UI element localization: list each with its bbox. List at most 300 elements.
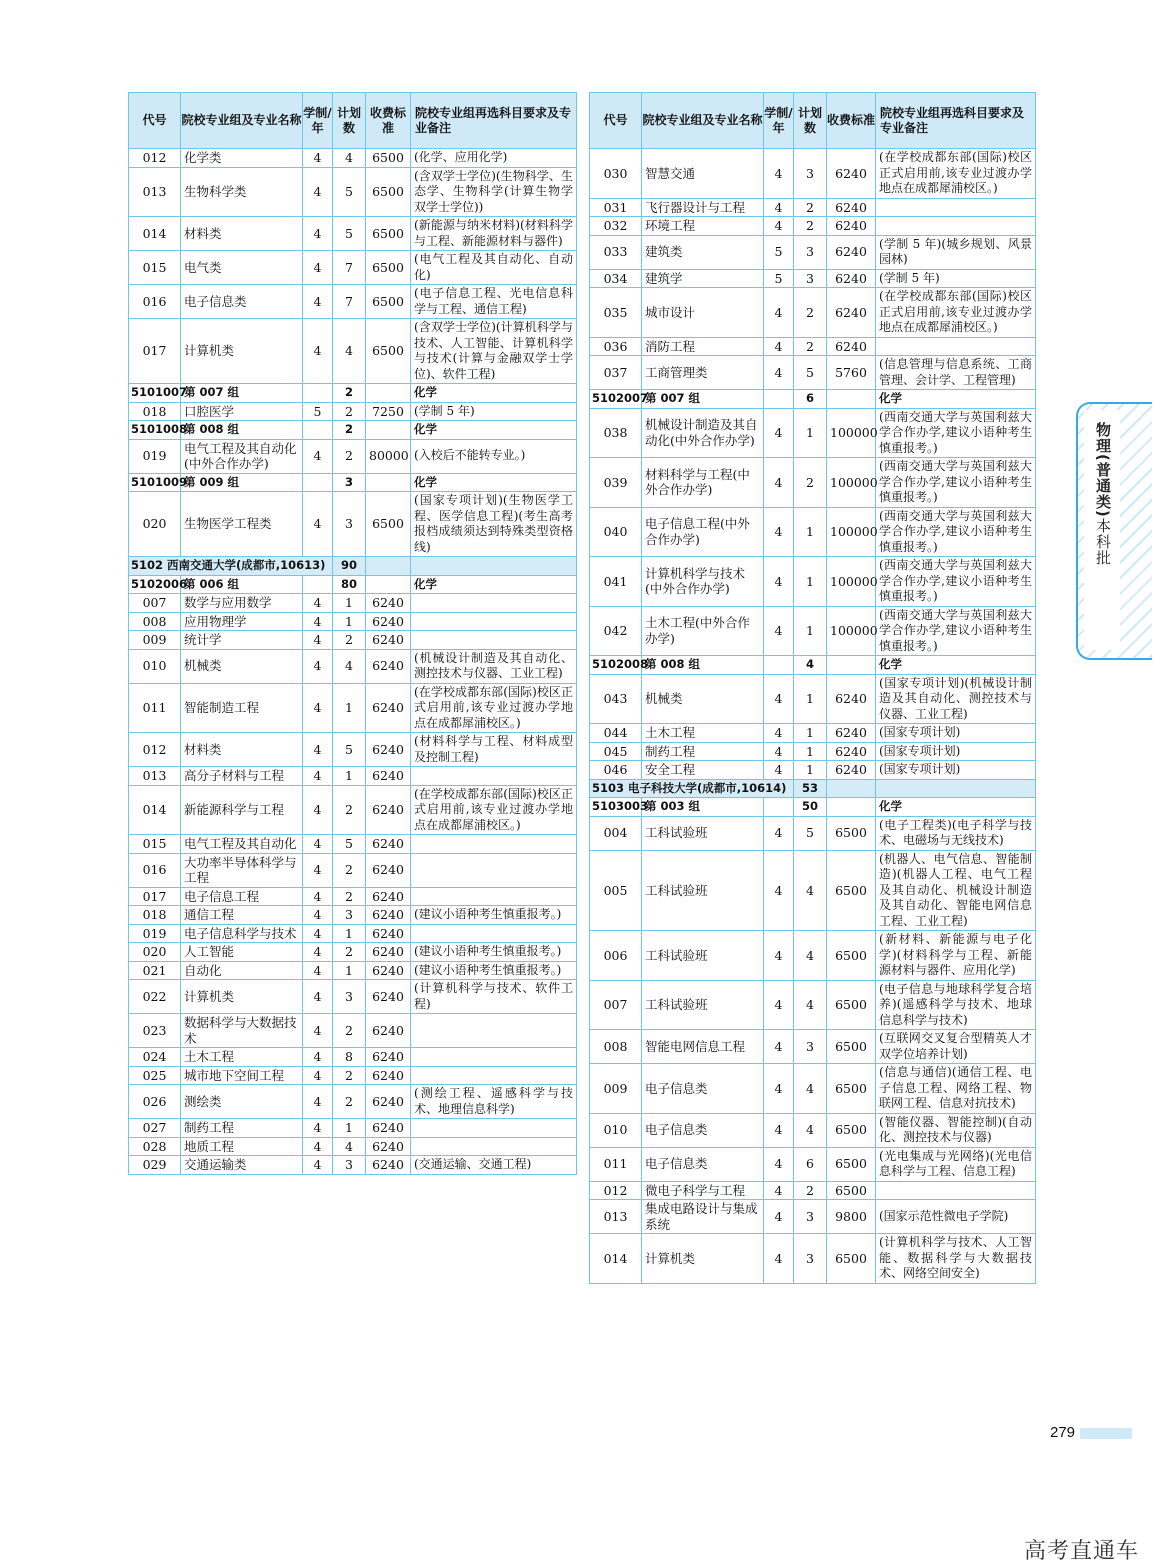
table-row xyxy=(129,906,577,925)
plan-count-cell: 1 xyxy=(794,742,827,761)
table-row xyxy=(129,594,577,613)
remark-cell: (含双学士学位)(生物科学、生态学、生物科学(计算生物学双学士学位)) xyxy=(411,167,577,217)
table-row xyxy=(129,853,577,887)
plan-count-cell: 2 xyxy=(333,1014,366,1048)
remark-cell: 化学 xyxy=(411,421,577,440)
major-name-cell: 电气工程及其自动化(中外合作办学) xyxy=(181,439,303,473)
remark-cell: (国家专项计划)(生物医学工程、医学信息工程)(考生高考报档成绩须达到特殊类型资格线) xyxy=(411,492,577,557)
fee-cell: 6500 xyxy=(827,931,876,981)
plan-count-cell: 1 xyxy=(333,1119,366,1138)
remark-cell: (国家专项计划) xyxy=(876,761,1036,780)
years-cell: 4 xyxy=(764,458,794,508)
remark-cell: (学制 5 年)(城乡规划、风景园林) xyxy=(876,235,1036,269)
code-cell: 018 xyxy=(129,402,181,421)
table-row xyxy=(129,980,577,1014)
plan-count-cell: 3 xyxy=(794,1234,827,1284)
remark-cell: (学制 5 年) xyxy=(411,402,577,421)
code-cell: 5102006 xyxy=(129,575,181,594)
table-row xyxy=(590,1030,1036,1064)
code-cell: 026 xyxy=(129,1085,181,1119)
code-cell: 023 xyxy=(129,1014,181,1048)
fee-cell: 6500 xyxy=(827,850,876,931)
code-cell: 034 xyxy=(590,269,642,288)
years-cell: 4 xyxy=(764,606,794,656)
remark-cell: 化学 xyxy=(411,384,577,403)
plan-count-cell: 1 xyxy=(794,557,827,607)
major-name-cell: 高分子材料与工程 xyxy=(181,767,303,786)
major-name-cell: 计算机类 xyxy=(181,980,303,1014)
plan-count-cell: 3 xyxy=(794,1200,827,1234)
code-cell: 013 xyxy=(590,1200,642,1234)
major-name-cell: 机械类 xyxy=(181,649,303,683)
plan-count-cell: 3 xyxy=(333,492,366,557)
table-row xyxy=(129,835,577,854)
fee-cell: 6240 xyxy=(366,1137,411,1156)
code-cell: 041 xyxy=(590,557,642,607)
years-cell: 4 xyxy=(303,767,333,786)
major-name-cell: 工科试验班 xyxy=(642,931,764,981)
group-row xyxy=(129,575,577,594)
remark-cell: (信息管理与信息系统、工商管理、会计学、工程管理) xyxy=(876,356,1036,390)
major-name-cell: 化学类 xyxy=(181,149,303,168)
table-row xyxy=(590,198,1036,217)
page-number: 279 xyxy=(1050,1424,1076,1441)
years-cell: 4 xyxy=(303,439,333,473)
plan-count-cell: 7 xyxy=(333,251,366,285)
major-name-cell: 第 009 组 xyxy=(181,473,303,492)
group-row xyxy=(590,390,1036,409)
remark-cell xyxy=(876,337,1036,356)
remark-cell: (机器人、电气信息、智能制造)(机器人工程、电气工程及其自动化、机械设计制造及其自动化、智能电网信息工程、工业工程) xyxy=(876,850,1036,931)
years-cell xyxy=(303,421,333,440)
major-name-cell: 第 003 组 xyxy=(642,798,764,817)
plan-count-cell: 1 xyxy=(794,674,827,724)
table-row xyxy=(129,887,577,906)
years-cell: 4 xyxy=(303,492,333,557)
table-row xyxy=(590,850,1036,931)
table-row xyxy=(129,683,577,733)
major-name-cell: 智能电网信息工程 xyxy=(642,1030,764,1064)
table-row xyxy=(129,402,577,421)
plan-count-cell: 3 xyxy=(794,235,827,269)
code-cell: 008 xyxy=(590,1030,642,1064)
major-name-cell: 生物医学工程类 xyxy=(181,492,303,557)
fee-cell: 6240 xyxy=(366,1156,411,1175)
years-cell: 4 xyxy=(764,1147,794,1181)
major-name-cell: 城市设计 xyxy=(642,288,764,338)
years-cell: 4 xyxy=(303,631,333,650)
header-remark: 院校专业组再选科目要求及专业备注 xyxy=(411,93,577,149)
remark-cell: (入校后不能转专业。) xyxy=(411,439,577,473)
years-cell: 5 xyxy=(764,235,794,269)
major-name-cell: 城市地下空间工程 xyxy=(181,1066,303,1085)
years-cell: 4 xyxy=(764,724,794,743)
table-row xyxy=(129,285,577,319)
plan-count-cell: 3 xyxy=(333,906,366,925)
major-name-cell: 通信工程 xyxy=(181,906,303,925)
table-row xyxy=(590,1181,1036,1200)
code-cell: 029 xyxy=(129,1156,181,1175)
fee-cell xyxy=(366,473,411,492)
years-cell: 4 xyxy=(764,288,794,338)
plan-count-cell: 1 xyxy=(794,724,827,743)
table-row xyxy=(129,785,577,835)
fee-cell xyxy=(827,779,876,798)
code-cell: 030 xyxy=(590,149,642,199)
header-code: 代号 xyxy=(590,93,642,149)
remark-cell: (在学校成都东部(国际)校区正式启用前,该专业过渡办学地点在成都犀浦校区。) xyxy=(876,149,1036,199)
plan-count-cell: 7 xyxy=(333,285,366,319)
code-cell: 020 xyxy=(129,943,181,962)
years-cell: 4 xyxy=(764,816,794,850)
remark-cell xyxy=(411,631,577,650)
code-cell: 010 xyxy=(590,1113,642,1147)
group-row xyxy=(590,798,1036,817)
table-row xyxy=(590,1200,1036,1234)
major-name-cell: 建筑类 xyxy=(642,235,764,269)
fee-cell: 6500 xyxy=(827,1113,876,1147)
major-name-cell: 材料科学与工程(中外合作办学) xyxy=(642,458,764,508)
fee-cell: 6240 xyxy=(366,594,411,613)
code-cell: 042 xyxy=(590,606,642,656)
code-cell: 009 xyxy=(129,631,181,650)
code-cell: 032 xyxy=(590,217,642,236)
years-cell: 4 xyxy=(303,943,333,962)
fee-cell: 6500 xyxy=(366,149,411,168)
plan-count-cell: 1 xyxy=(333,683,366,733)
plan-count-cell: 2 xyxy=(794,217,827,236)
table-row xyxy=(129,924,577,943)
code-cell: 010 xyxy=(129,649,181,683)
major-name-cell: 数据科学与大数据技术 xyxy=(181,1014,303,1048)
major-name-cell: 第 007 组 xyxy=(642,390,764,409)
table-row xyxy=(129,1048,577,1067)
years-cell: 4 xyxy=(764,356,794,390)
years-cell: 4 xyxy=(764,1181,794,1200)
table-row xyxy=(129,1085,577,1119)
table-row xyxy=(129,1156,577,1175)
years-cell: 4 xyxy=(303,887,333,906)
fee-cell: 6500 xyxy=(827,1234,876,1284)
plan-count-cell: 80 xyxy=(333,575,366,594)
table-row xyxy=(129,1119,577,1138)
header-fee: 收费标准 xyxy=(827,93,876,149)
table-row xyxy=(129,961,577,980)
years-cell: 4 xyxy=(303,853,333,887)
table-row xyxy=(590,1113,1036,1147)
group-row xyxy=(129,421,577,440)
plan-count-cell: 3 xyxy=(794,1030,827,1064)
major-name-cell: 消防工程 xyxy=(642,337,764,356)
code-cell: 5101009 xyxy=(129,473,181,492)
years-cell: 4 xyxy=(764,1064,794,1114)
remark-cell: (西南交通大学与英国利兹大学合作办学,建议小语种考生慎重报考。) xyxy=(876,458,1036,508)
major-name-cell: 电子信息类 xyxy=(642,1147,764,1181)
remark-cell xyxy=(411,1137,577,1156)
fee-cell: 6240 xyxy=(366,906,411,925)
years-cell: 4 xyxy=(303,649,333,683)
plan-count-cell: 2 xyxy=(333,421,366,440)
plan-count-cell: 1 xyxy=(794,761,827,780)
remark-cell xyxy=(876,1181,1036,1200)
table-row xyxy=(590,931,1036,981)
major-name-cell: 电子信息工程 xyxy=(181,887,303,906)
major-name-cell: 机械设计制造及其自动化(中外合作办学) xyxy=(642,408,764,458)
remark-cell xyxy=(411,1048,577,1067)
remark-cell: (在学校成都东部(国际)校区正式启用前,该专业过渡办学地点在成都犀浦校区。) xyxy=(876,288,1036,338)
code-cell: 043 xyxy=(590,674,642,724)
code-cell: 022 xyxy=(129,980,181,1014)
fee-cell: 6500 xyxy=(827,980,876,1030)
fee-cell: 6240 xyxy=(366,1066,411,1085)
fee-cell: 6240 xyxy=(827,269,876,288)
fee-cell: 6500 xyxy=(366,167,411,217)
remark-cell: (交通运输、交通工程) xyxy=(411,1156,577,1175)
years-cell: 4 xyxy=(303,167,333,217)
code-cell: 024 xyxy=(129,1048,181,1067)
fee-cell: 100000 xyxy=(827,507,876,557)
plan-count-cell: 4 xyxy=(794,931,827,981)
fee-cell: 100000 xyxy=(827,606,876,656)
fee-cell: 6240 xyxy=(366,835,411,854)
years-cell: 4 xyxy=(303,961,333,980)
years-cell: 4 xyxy=(303,285,333,319)
remark-cell: (电子工程类)(电子科学与技术、电磁场与无线技术) xyxy=(876,816,1036,850)
fee-cell: 6240 xyxy=(827,724,876,743)
plan-count-cell: 2 xyxy=(794,458,827,508)
plan-count-cell: 4 xyxy=(333,319,366,384)
remark-cell: (西南交通大学与英国利兹大学合作办学,建议小语种考生慎重报考。) xyxy=(876,408,1036,458)
plan-count-cell: 2 xyxy=(333,384,366,403)
fee-cell: 6240 xyxy=(366,1119,411,1138)
table-row xyxy=(129,649,577,683)
remark-cell xyxy=(411,853,577,887)
plan-count-cell: 53 xyxy=(794,779,827,798)
years-cell xyxy=(303,384,333,403)
remark-cell: (光电集成与光网络)(光电信息科学与工程、信息工程) xyxy=(876,1147,1036,1181)
fee-cell: 6240 xyxy=(366,785,411,835)
fee-cell: 9800 xyxy=(827,1200,876,1234)
remark-cell: 化学 xyxy=(411,473,577,492)
remark-cell: (新材料、新能源与电子化学)(材料科学与工程、新能源材料与器件、应用化学) xyxy=(876,931,1036,981)
code-cell: 5102007 xyxy=(590,390,642,409)
fee-cell: 6240 xyxy=(827,674,876,724)
remark-cell xyxy=(876,779,1036,798)
category-side-tab xyxy=(1076,402,1152,660)
major-name-cell: 集成电路设计与集成系统 xyxy=(642,1200,764,1234)
years-cell: 4 xyxy=(303,1137,333,1156)
remark-cell: 化学 xyxy=(876,390,1036,409)
code-cell: 009 xyxy=(590,1064,642,1114)
plan-count-cell: 5 xyxy=(794,816,827,850)
major-name-cell: 计算机类 xyxy=(181,319,303,384)
plan-count-cell: 1 xyxy=(333,924,366,943)
years-cell: 5 xyxy=(303,402,333,421)
major-name-cell: 电子信息工程(中外合作办学) xyxy=(642,507,764,557)
years-cell: 5 xyxy=(764,269,794,288)
side-tab-batch: 本科批 xyxy=(1094,517,1112,566)
remark-cell: (建议小语种考生慎重报考。) xyxy=(411,961,577,980)
major-name-cell: 第 008 组 xyxy=(642,656,764,675)
header-name: 院校专业组及专业名称 xyxy=(642,93,764,149)
code-cell: 007 xyxy=(129,594,181,613)
fee-cell: 6500 xyxy=(366,492,411,557)
table-row xyxy=(129,767,577,786)
code-cell: 012 xyxy=(129,733,181,767)
major-name-cell: 材料类 xyxy=(181,733,303,767)
years-cell: 4 xyxy=(303,1066,333,1085)
remark-cell: (电气工程及其自动化、自动化) xyxy=(411,251,577,285)
table-row xyxy=(129,612,577,631)
years-cell: 4 xyxy=(303,1014,333,1048)
table-row xyxy=(590,606,1036,656)
plan-count-cell: 5 xyxy=(794,356,827,390)
major-name-cell: 电子信息科学与技术 xyxy=(181,924,303,943)
plan-count-cell: 2 xyxy=(333,402,366,421)
fee-cell: 100000 xyxy=(827,458,876,508)
plan-count-cell: 1 xyxy=(333,961,366,980)
years-cell xyxy=(764,390,794,409)
years-cell: 4 xyxy=(764,850,794,931)
fee-cell: 6500 xyxy=(366,217,411,251)
plan-count-cell: 1 xyxy=(794,507,827,557)
plan-count-cell: 5 xyxy=(333,217,366,251)
fee-cell: 100000 xyxy=(827,557,876,607)
years-cell: 4 xyxy=(303,785,333,835)
code-cell: 028 xyxy=(129,1137,181,1156)
major-name-cell: 自动化 xyxy=(181,961,303,980)
page-number-bar xyxy=(1080,1428,1132,1439)
fee-cell: 6240 xyxy=(366,887,411,906)
fee-cell: 6500 xyxy=(366,251,411,285)
plan-count-cell: 3 xyxy=(794,149,827,199)
code-cell: 014 xyxy=(590,1234,642,1284)
major-name-cell: 人工智能 xyxy=(181,943,303,962)
years-cell: 4 xyxy=(303,733,333,767)
code-cell: 039 xyxy=(590,458,642,508)
plan-count-cell: 2 xyxy=(333,943,366,962)
fee-cell xyxy=(366,421,411,440)
remark-cell: (学制 5 年) xyxy=(876,269,1036,288)
code-cell: 021 xyxy=(129,961,181,980)
code-cell: 019 xyxy=(129,439,181,473)
years-cell: 4 xyxy=(764,931,794,981)
fee-cell: 6240 xyxy=(827,288,876,338)
table-row xyxy=(590,269,1036,288)
table-row xyxy=(129,492,577,557)
table-row xyxy=(590,235,1036,269)
years-cell xyxy=(303,575,333,594)
code-cell: 036 xyxy=(590,337,642,356)
code-cell: 015 xyxy=(129,835,181,854)
years-cell: 4 xyxy=(303,594,333,613)
header-years: 学制/年 xyxy=(764,93,794,149)
years-cell: 4 xyxy=(303,906,333,925)
years-cell: 4 xyxy=(303,1156,333,1175)
fee-cell: 6240 xyxy=(366,649,411,683)
plan-count-cell: 4 xyxy=(794,1064,827,1114)
major-name-cell: 工商管理类 xyxy=(642,356,764,390)
remark-cell xyxy=(411,1119,577,1138)
plan-count-cell: 2 xyxy=(794,337,827,356)
code-cell: 031 xyxy=(590,198,642,217)
plan-count-cell: 2 xyxy=(333,631,366,650)
code-cell: 013 xyxy=(129,767,181,786)
remark-cell: (新能源与纳米材料)(材料科学与工程、新能源材料与器件) xyxy=(411,217,577,251)
plan-count-cell: 2 xyxy=(794,198,827,217)
major-name-cell: 计算机科学与技术(中外合作办学) xyxy=(642,557,764,607)
code-cell: 005 xyxy=(590,850,642,931)
major-name-cell: 材料类 xyxy=(181,217,303,251)
fee-cell: 6240 xyxy=(366,1048,411,1067)
code-cell: 033 xyxy=(590,235,642,269)
code-cell: 037 xyxy=(590,356,642,390)
remark-cell: (计算机科学与技术、人工智能、数据科学与大数据技术、网络空间安全) xyxy=(876,1234,1036,1284)
plan-count-cell: 1 xyxy=(333,594,366,613)
remark-cell xyxy=(411,887,577,906)
remark-cell: (材料科学与工程、材料成型及控制工程) xyxy=(411,733,577,767)
code-cell: 017 xyxy=(129,887,181,906)
years-cell: 4 xyxy=(764,1234,794,1284)
major-name-cell: 电子信息类 xyxy=(181,285,303,319)
header-years: 学制/年 xyxy=(303,93,333,149)
remark-cell: (国家专项计划) xyxy=(876,724,1036,743)
major-name-cell: 工科试验班 xyxy=(642,850,764,931)
remark-cell: (建议小语种考生慎重报考。) xyxy=(411,943,577,962)
table-row xyxy=(590,288,1036,338)
university-row xyxy=(129,557,577,576)
fee-cell: 6240 xyxy=(366,767,411,786)
major-name-cell: 统计学 xyxy=(181,631,303,650)
code-cell: 006 xyxy=(590,931,642,981)
watermark-text: 高考直通车 xyxy=(1023,1539,1139,1564)
code-cell: 014 xyxy=(129,785,181,835)
table-row xyxy=(129,631,577,650)
years-cell xyxy=(764,798,794,817)
plan-count-cell: 50 xyxy=(794,798,827,817)
years-cell: 4 xyxy=(764,1200,794,1234)
table-row xyxy=(129,149,577,168)
fee-cell: 6240 xyxy=(366,1085,411,1119)
code-cell: 013 xyxy=(129,167,181,217)
table-row xyxy=(129,943,577,962)
remark-cell: (电子信息工程、光电信息科学与工程、通信工程) xyxy=(411,285,577,319)
header-plan: 计划数 xyxy=(794,93,827,149)
table-row xyxy=(590,356,1036,390)
code-cell: 020 xyxy=(129,492,181,557)
plan-count-cell: 3 xyxy=(333,980,366,1014)
enrollment-table-left xyxy=(128,92,577,1175)
fee-cell xyxy=(366,384,411,403)
plan-count-cell: 8 xyxy=(333,1048,366,1067)
years-cell: 4 xyxy=(303,1085,333,1119)
plan-count-cell: 2 xyxy=(794,1181,827,1200)
side-tab-text xyxy=(1094,422,1112,566)
table-row xyxy=(590,1234,1036,1284)
remark-cell: (西南交通大学与英国利兹大学合作办学,建议小语种考生慎重报考。) xyxy=(876,606,1036,656)
code-cell: 016 xyxy=(129,853,181,887)
code-cell: 004 xyxy=(590,816,642,850)
major-name-cell: 计算机类 xyxy=(642,1234,764,1284)
major-name-cell: 第 008 组 xyxy=(181,421,303,440)
plan-count-cell: 4 xyxy=(333,649,366,683)
years-cell: 4 xyxy=(303,835,333,854)
table-row xyxy=(590,742,1036,761)
header-remark: 院校专业组再选科目要求及专业备注 xyxy=(876,93,1036,149)
fee-cell: 6500 xyxy=(827,1181,876,1200)
code-cell: 5102008 xyxy=(590,656,642,675)
years-cell: 4 xyxy=(303,924,333,943)
